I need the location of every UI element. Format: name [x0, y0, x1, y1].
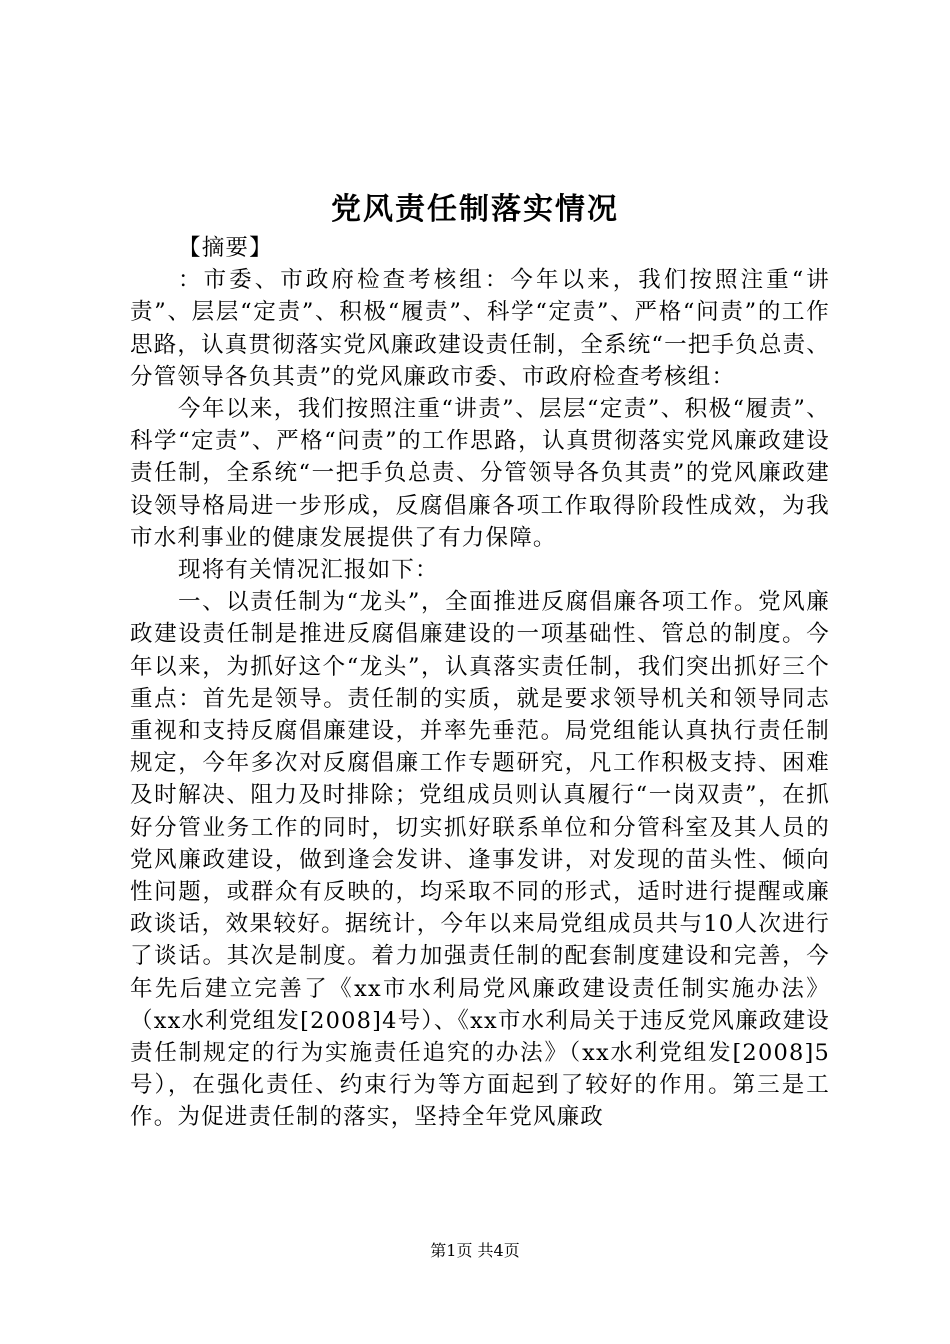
paragraph-4: 一、以责任制为“龙头”，全面推进反腐倡廉各项工作。党风廉政建设责任制是推进反腐倡廉建设的一项基础性、管总的制度。今年以来，为抓好这个“龙头”，认真落实责任制，我们突出抓好三个重点：首先是领导。责任制的实质，就是要求领导机关和领导同志重视和支持反腐倡廉建设，并率先垂范。局党组能认真执行责任制规定，今年多次对反腐倡廉工作专题研究，凡工作积极支持、困难及时解决、阻力及时排除；党组成员则认真履行“一岗双责”，在抓好分管业务工作的同时，切实抓好联系单位和分管科室及其人员的党风廉政建设，做到逢会发讲、逢事发讲，对发现的苗头性、倾向性问题，或群众有反映的，均采取不同的形式，适时进行提醒或廉政谈话，效果较好。据统计，今年以来局党组成员共与10人次进行了谈话。其次是制度。着力加强责任制的配套制度建设和完善，今年先后建立完善了《xx市水利局党风廉政建设责任制实施办法》（xx水利党组发[2008]4号）、《xx市水利局关于违反党风廉政建设责任制规定的行为实施责任追究的办法》（xx水利党组发[2008]5号），在强化责任、约束行为等方面起到了较好的作用。第三是工作。为促进责任制的落实，坚持全年党风廉政: [130, 589, 830, 1131]
paragraph-2: 今年以来，我们按照注重“讲责”、层层“定责”、积极“履责”、科学“定责”、严格“问责”的工作思路，认真贯彻落实党风廉政建设责任制，全系统“一把手负总责、分管领导各负其责”的党风廉政建设领导格局进一步形成，反腐倡廉各项工作取得阶段性成效，为我市水利事业的健康发展提供了有力保障。: [130, 396, 830, 551]
paragraph-3: 现将有关情况汇报如下：: [178, 557, 439, 584]
page-number-footer: 第1页 共4页: [430, 1241, 520, 1260]
abstract-heading: 【摘要】: [178, 235, 273, 261]
document-body: [130, 232, 830, 1134]
document-title: 党风责任制落实情况: [331, 192, 619, 227]
paragraph-1: ：市委、市政府检查考核组：今年以来，我们按照注重“讲责”、层层“定责”、积极“履责”、科学“定责”、严格“问责”的工作思路，认真贯彻落实党风廉政建设责任制，全系统“一把手负总责、分管领导各负其责”的党风廉政市委、市政府检查考核组：: [130, 267, 831, 390]
